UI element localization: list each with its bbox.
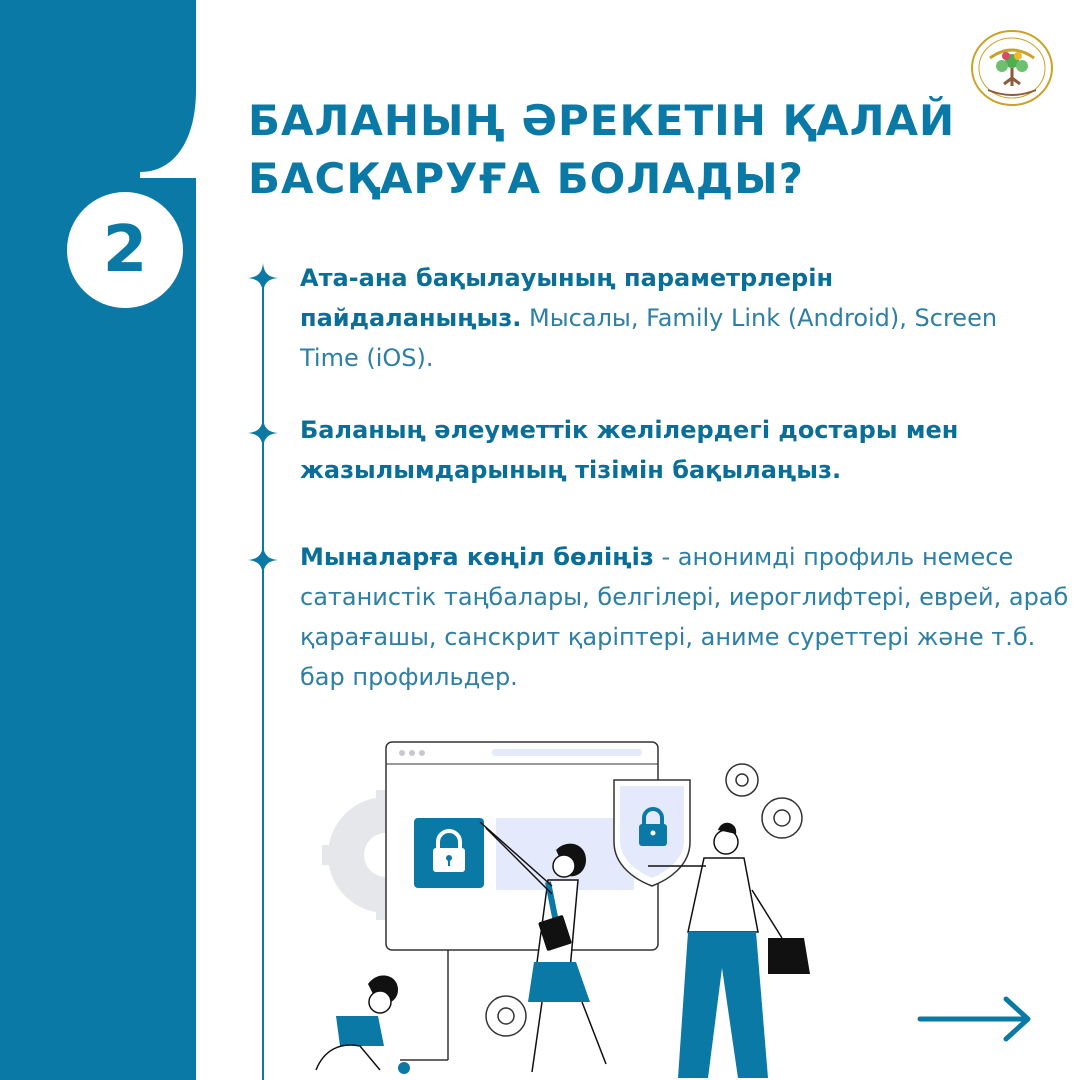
page-title [248,92,1028,208]
shield-lock-icon [614,780,690,886]
title-line-2: БАСҚАРУҒА БОЛАДЫ? [248,154,805,203]
sparkle-star-icon [248,545,278,575]
sparkle-star-icon [248,418,278,448]
tip-1-text: Мысалы, Family Link (Android), Screen Time (iOS). [300,304,998,372]
tip-2-bold: Баланың әлеуметтік желілердегі достары мен жазылымдарының тізімін бақылаңыз. [300,416,959,484]
step-number: 2 [102,213,148,287]
sidebar-notch [140,0,198,178]
step-badge [67,192,183,308]
arrow-right-icon[interactable] [916,994,1036,1044]
tip-item-3 [300,537,1076,697]
tip-item-2 [300,410,1060,490]
padlock-icon [414,818,484,888]
tip-1-bold: Ата-ана бақылауының параметрлерін пайдаланыңыз. [300,264,834,332]
tip-3-bold: Мыналарға көңіл бөліңіз [300,543,654,571]
child-figure [316,975,410,1074]
parental-control-illustration [296,730,836,1080]
tip-3-text: - анонимді профиль немесе сатанистік таңбалары, белгілері, иероглифтері, еврей, араб қарағашы, санскрит қаріптері, аниме суреттері және т.б. бар профильдер. [300,543,1069,691]
sparkle-star-icon [248,263,278,293]
title-line-1: БАЛАНЫҢ ӘРЕКЕТІН ҚАЛАЙ [248,96,956,145]
tip-item-1 [300,258,1040,378]
timeline-line [262,276,264,1080]
